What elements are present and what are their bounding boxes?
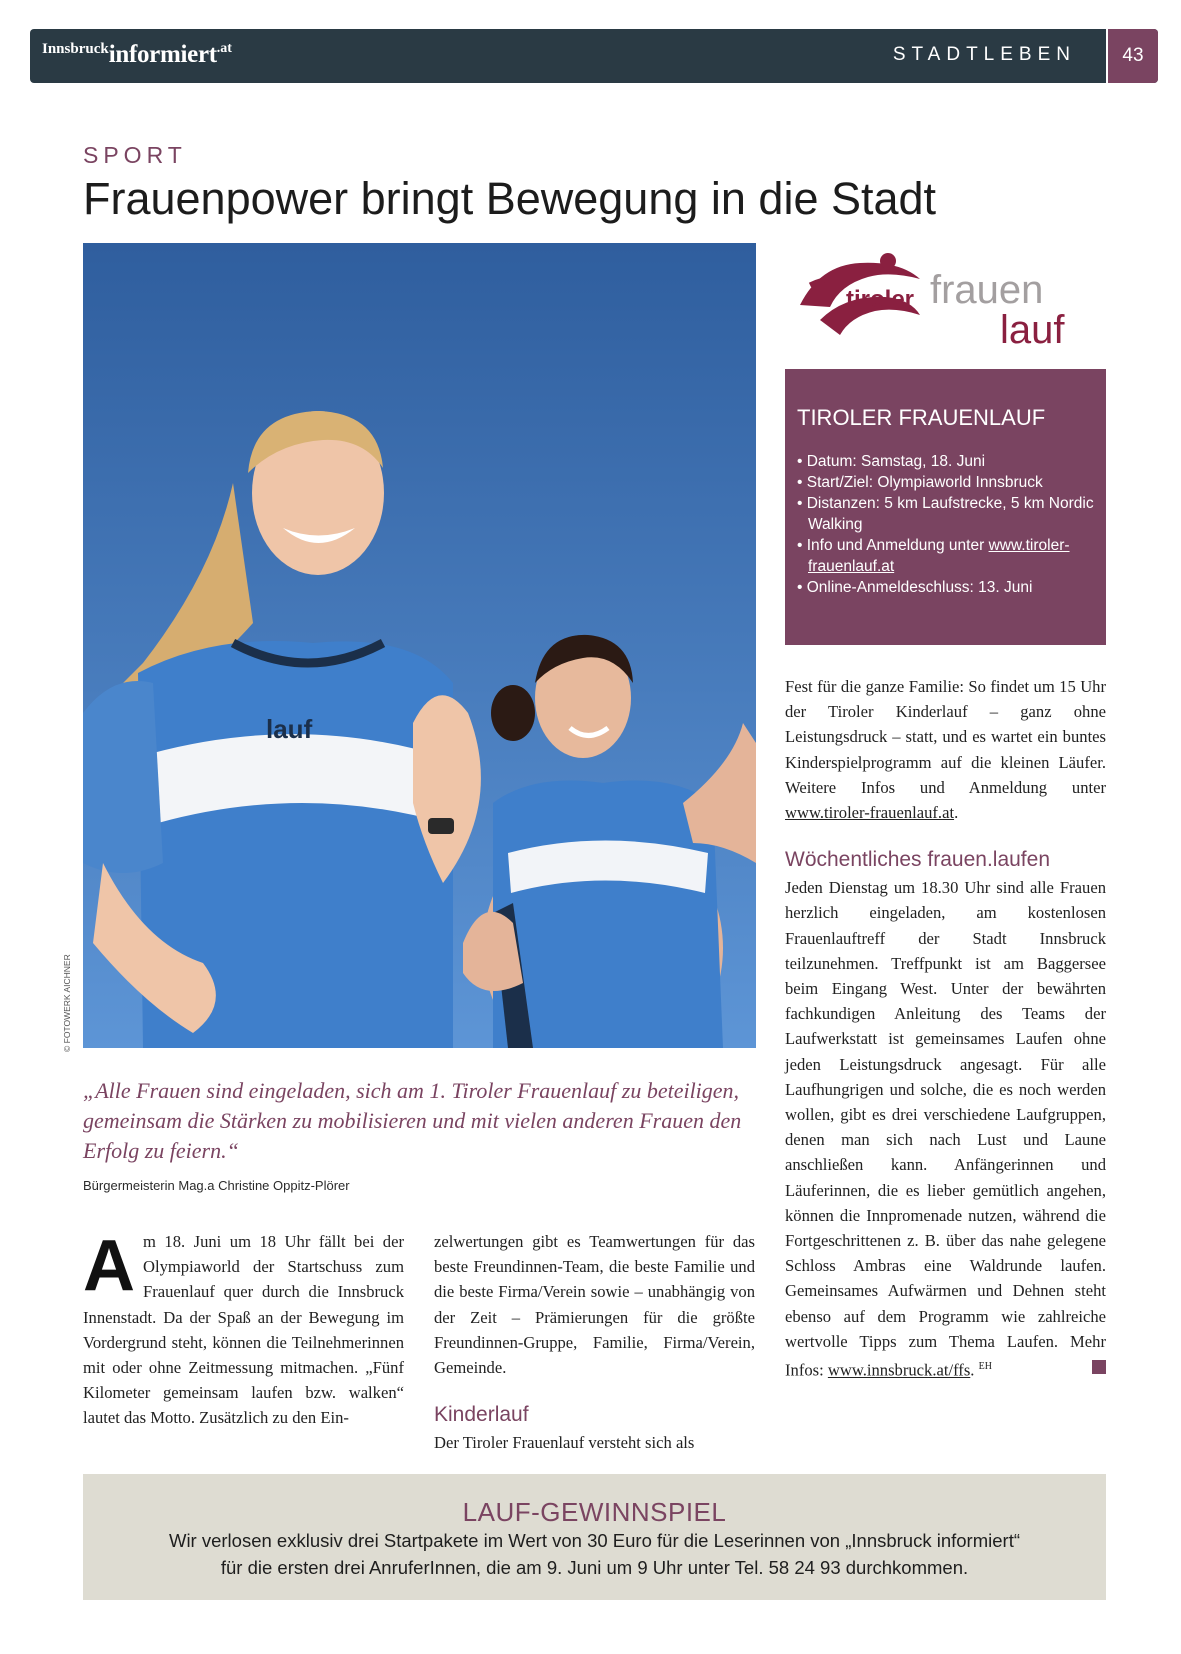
kinderlauf-paragraph-start: Der Tiroler Frauenlauf versteht sich als bbox=[434, 1433, 695, 1453]
info-item-distances: • Distanzen: 5 km Laufstrecke, 5 km Nordic Walking bbox=[797, 493, 1094, 535]
info-item-registration bbox=[797, 535, 1094, 577]
info-item-date: • Datum: Samstag, 18. Juni bbox=[797, 451, 1094, 472]
contest-title: LAUF-GEWINNSPIEL bbox=[462, 1497, 727, 1527]
logo-word-tiroler: tiroler bbox=[846, 286, 915, 313]
info-list bbox=[797, 451, 1094, 598]
article-photo bbox=[83, 243, 756, 1048]
article-headline: Frauenpower bringt Bewegung in die Stadt bbox=[83, 173, 937, 224]
svg-text:lauf: lauf bbox=[266, 714, 313, 744]
quote-author: Bürgermeisterin Mag.a Christine Oppitz-Plörer bbox=[83, 1178, 350, 1193]
runner-logo-icon bbox=[790, 245, 1110, 357]
awards-paragraph: zelwertungen gibt es Teamwertungen für das beste Freundinnen-Team, die beste Familie und die beste Firma/Verein sowie – unabhängig von der Zeit – Prämierungen für die größte Freundinnen-Gruppe, Familie, Firma/Verein, Gemeinde. bbox=[434, 1232, 755, 1378]
info-registration-link[interactable]: www.tiroler-frauenlauf.at bbox=[808, 537, 1070, 575]
info-item-deadline: • Online-Anmeldeschluss: 13. Juni bbox=[797, 577, 1094, 598]
kinderlauf-paragraph-cont: Fest für die ganze Familie: So findet um 15 Uhr der Tiroler Kinderlauf – ganz ohne Leistungsdruck – statt, und es wartet ein buntes Kinderspielprogramm auf die kleinen Läufer. Weitere Infos und Anmeldung unter www.tiroler-frauenlauf.at. bbox=[785, 677, 1106, 823]
weekly-run-text: Jeden Dienstag um 18.30 Uhr sind alle Frauen herzlich eingeladen, am kostenlosen Frauenlauftreff der Stadt Innsbruck teilzunehmen. Treffpunkt ist am Baggersee beim Eingang West. Unter der bewährten fachkundigen Anleitung des Teams der Laufwerkstatt ist gemeinsames Laufen ohne jeden Leistungsdruck angesagt. Für alle Laufhungrigen und solche, die es noch werden wollen, gibt es drei verschiedene Laufgruppen, denen man sich nach Lust und Laune anschließen kann. Anfängerinnen und Läuferinnen, die es lieber gemütlich angehen, können die Innpromenade nutzen, während die Fortgeschrittenen z. B. über das nahe gelegene Schloss Ambras eine Waldrunde laufen. Gemeinsames Aufwärmen und Dehnen steht ebenso auf dem Programm wie zahlreiche wertvolle Tipps zum Thema Laufen. Mehr Infos: bbox=[785, 878, 1106, 1380]
author-signature: EH bbox=[978, 1361, 992, 1373]
masthead-logo bbox=[42, 41, 232, 69]
kinderlauf-text: Fest für die ganze Familie: So findet um 15 Uhr der Tiroler Kinderlauf – ganz ohne Leistungsdruck – statt, und es wartet ein buntes Kinderspielprogramm auf die kleinen Läufer. Weitere Infos und Anmeldung unter bbox=[785, 677, 1106, 797]
masthead-title: informiert bbox=[108, 41, 217, 68]
body-column-1 bbox=[83, 1226, 404, 1431]
event-info-box bbox=[785, 369, 1106, 645]
body-column-3 bbox=[785, 674, 1106, 1383]
body-column-2 bbox=[434, 1229, 755, 1455]
contest-box bbox=[83, 1474, 1106, 1600]
article-kicker: SPORT bbox=[83, 142, 187, 168]
pull-quote: „Alle Frauen sind eingeladen, sich am 1. Tiroler Frauenlauf zu beteiligen, gemeinsam die Stärken zu mobilisieren und mit vielen anderen Frauen den Erfolg zu feiern.“ bbox=[83, 1078, 742, 1163]
masthead-city: Innsbruck bbox=[42, 41, 109, 57]
info-item-start: • Start/Ziel: Olympiaworld Innsbruck bbox=[797, 472, 1094, 493]
end-mark-icon bbox=[1092, 1360, 1106, 1374]
masthead-suffix: .at bbox=[216, 41, 232, 56]
page-number: 43 bbox=[1106, 29, 1158, 83]
contest-line-2: für die ersten drei AnruferInnen, die am 9. Juni um 9 Uhr unter Tel. 58 24 93 durchkommen. bbox=[220, 1557, 969, 1578]
ffs-link[interactable]: www.innsbruck.at/ffs bbox=[827, 1360, 971, 1380]
logo-word-lauf: lauf bbox=[1000, 308, 1065, 352]
info-box-title: TIROLER FRAUENLAUF bbox=[797, 405, 1046, 430]
intro-text: m 18. Juni um 18 Uhr fällt bei der Olympiaworld der Startschuss zum Frauenlauf quer durch die Innsbruck Innenstadt. Da der Spaß an der Bewegung im Vordergrund steht, können die Teilnehmerinnen mit oder ohne Zeitmessung mitmachen. „Fünf Kilometer gemeinsam laufen bzw. walken“ lautet das Motto. Zusätzlich zu den Ein- bbox=[83, 1232, 404, 1428]
intro-paragraph bbox=[83, 1226, 404, 1431]
section-label: STADTLEBEN bbox=[892, 44, 1076, 65]
subhead-weekly-run: Wöchentliches frauen.laufen bbox=[785, 848, 1050, 872]
drop-cap: A bbox=[83, 1226, 135, 1306]
logo-word-frauen: frauen bbox=[930, 268, 1044, 312]
runners-photo-illustration bbox=[83, 243, 756, 1048]
info-registration-label: Info und Anmeldung unter bbox=[806, 537, 985, 554]
tiroler-frauenlauf-logo bbox=[790, 245, 1110, 357]
subhead-kinderlauf: Kinderlauf bbox=[434, 1403, 529, 1427]
frauenlauf-link[interactable]: www.tiroler-frauenlauf.at bbox=[785, 803, 955, 823]
photo-credit: © FOTOWERK AICHNER bbox=[62, 954, 72, 1052]
contest-line-1: Wir verlosen exklusiv drei Startpakete im Wert von 30 Euro für die Leserinnen von „Innsbruck informiert“ bbox=[168, 1530, 1020, 1551]
page-header bbox=[30, 29, 1158, 83]
weekly-run-paragraph: Jeden Dienstag um 18.30 Uhr sind alle Frauen herzlich eingeladen, am kostenlosen Frauenlauftreff der Stadt Innsbruck teilzunehmen. Treffpunkt ist am Baggersee beim Eingang West. Unter der bewährten fachkundigen Anleitung des Teams der Laufwerkstatt ist gemeinsames Laufen ohne jeden Leistungsdruck angesagt. Für alle Laufhungrigen und solche, die es noch werden wollen, gibt es drei verschiedene Laufgruppen, denen man sich nach Lust und Laune anschließen kann. Anfängerinnen und Läuferinnen, die es lieber gemütlich angehen, können die Innpromenade nutzen, während die Fortgeschrittenen z. B. über das nahe gelegene Schloss Ambras eine Waldrunde laufen. Gemeinsames Aufwärmen und Dehnen steht ebenso auf dem Programm wie zahlreiche wertvolle Tipps zum Thema Laufen. Mehr Infos: www.innsbruck.at/ffs. $^{EH}$ bbox=[785, 878, 1106, 1380]
